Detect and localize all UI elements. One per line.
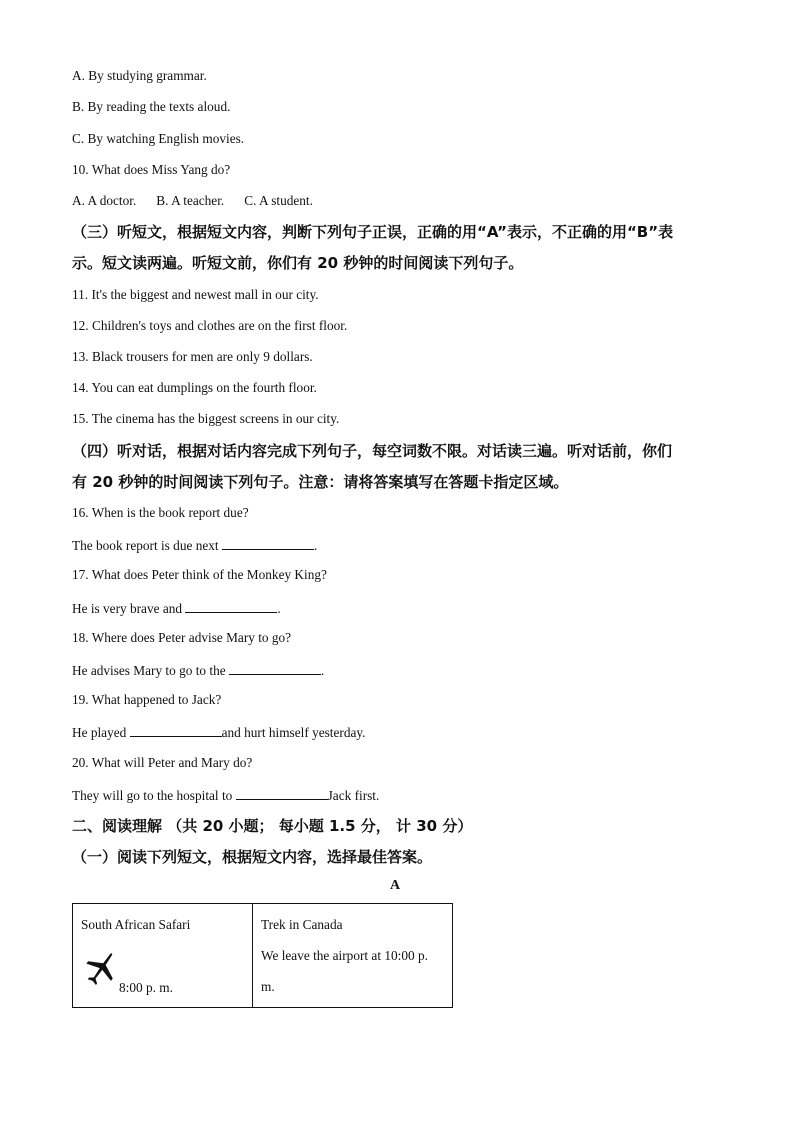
q17-post: . [277, 601, 281, 616]
q17-question: 17. What does Peter think of the Monkey King? [72, 567, 327, 582]
q18-post: . [320, 663, 325, 678]
part2-subheading: （一）阅读下列短文，根据短文内容，选择最佳答案。 [72, 848, 433, 866]
q17-blank[interactable] [185, 598, 277, 613]
q10-options [72, 192, 313, 210]
q19-blank[interactable] [130, 722, 222, 737]
q10-question: 10. What does Miss Yang do? [72, 162, 231, 177]
q9-option-a: A. By studying grammar. [72, 68, 207, 83]
q19-question: 19. What happened to Jack? [72, 692, 222, 707]
safari-time: 8:00 p. m. [119, 980, 173, 995]
q18-pre: He advises Mary to go to the [72, 663, 226, 678]
canada-cell [253, 904, 453, 1008]
part2-heading: 二、阅读理解 （共 20 小题； 每小题 1.5 分， 计 30 分） [72, 817, 473, 835]
q18-question: 18. Where does Peter advise Mary to go? [72, 630, 292, 645]
section4-heading-line1: （四）听对话，根据对话内容完成下列句子，每空词数不限。对话读三遍。听对话前，你们 [72, 442, 673, 460]
canada-line2: m. [261, 979, 275, 994]
q10-option-a: A. A doctor. [72, 193, 137, 208]
safari-cell [73, 904, 253, 1008]
q19-pre: He played [72, 725, 127, 740]
q16-answer-line [72, 535, 317, 555]
q16-post: . [313, 538, 318, 553]
q12: 12. Children's toys and clothes are on the first floor. [72, 318, 348, 333]
q19-post: and hurt himself yesterday. [221, 725, 366, 740]
section3-heading-line1: （三）听短文，根据短文内容，判断下列句子正误，正确的用“A”表示，不正确的用“B”表 [72, 223, 674, 241]
q11: 11. It's the biggest and newest mall in our city. [72, 287, 319, 302]
q17-pre: He is very brave and [72, 601, 183, 616]
q9-option-b: B. By reading the texts aloud. [72, 99, 231, 114]
q16-question: 16. When is the book report due? [72, 505, 249, 520]
section4-heading-line2: 有 20 秒钟的时间阅读下列句子。注意：请将答案填写在答题卡指定区域。 [72, 473, 569, 491]
q10-option-b: B. A teacher. [156, 193, 225, 208]
canada-line1: We leave the airport at 10:00 p. [261, 948, 428, 963]
section3-heading-line2: 示。短文读两遍。听短文前，你们有 20 秒钟的时间阅读下列句子。 [72, 254, 524, 272]
q13: 13. Black trousers for men are only 9 dollars. [72, 349, 313, 364]
q20-post: Jack first. [327, 788, 380, 803]
q20-answer-line [72, 785, 379, 805]
passage-label: A [390, 878, 401, 893]
q9-option-c: C. By watching English movies. [72, 131, 245, 146]
q15: 15. The cinema has the biggest screens in our city. [72, 411, 340, 426]
q16-pre: The book report is due next [72, 538, 219, 553]
q16-blank[interactable] [222, 535, 314, 550]
q10-option-c: C. A student. [244, 193, 313, 208]
q18-blank[interactable] [229, 660, 321, 675]
q18-answer-line [72, 660, 324, 680]
q19-answer-line [72, 722, 366, 742]
q17-answer-line [72, 598, 281, 618]
q20-blank[interactable] [236, 785, 328, 800]
safari-title: South African Safari [81, 917, 191, 932]
q20-pre: They will go to the hospital to [72, 788, 233, 803]
q14: 14. You can eat dumplings on the fourth floor. [72, 380, 317, 395]
trip-table [72, 903, 453, 1008]
airplane-icon [83, 949, 119, 989]
q20-question: 20. What will Peter and Mary do? [72, 755, 253, 770]
canada-title: Trek in Canada [261, 917, 343, 932]
